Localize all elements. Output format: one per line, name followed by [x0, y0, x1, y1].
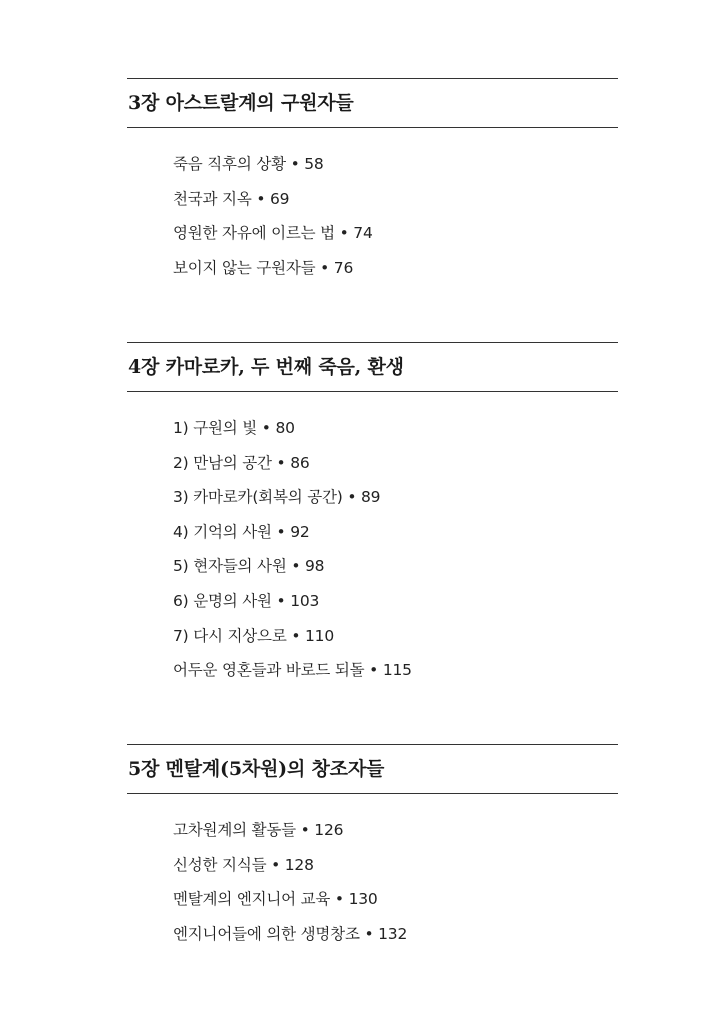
chapter-5-section: [127, 744, 618, 951]
toc-entry: 3) 카마로카(회복의 공간) • 89: [173, 488, 381, 507]
chapter-3-section: [127, 78, 618, 285]
toc-entry: 엔지니어들에 의한 생명창조 • 132: [173, 924, 408, 943]
toc-entry: 1) 구원의 빛 • 80: [173, 419, 295, 437]
toc-entry: 7) 다시 지상으로 • 110: [173, 626, 334, 645]
toc-entry: 영원한 자유에 이르는 법 • 74: [173, 224, 373, 243]
toc-entry: 어두운 영혼들과 바로드 되돌 • 115: [173, 661, 412, 680]
toc-entry: 보이지 않는 구원자들 • 76: [173, 258, 354, 277]
toc-entry-list: [127, 392, 618, 688]
chapter-title: 4장 카마로카, 두 번째 죽음, 환생: [128, 356, 404, 378]
toc-entry: 4) 기억의 사원 • 92: [173, 522, 310, 541]
chapter-title: 5장 멘탈계(5차원)의 창조자들: [128, 758, 385, 780]
chapter-title: 3장 아스트랄계의 구원자들: [128, 92, 354, 114]
toc-entry: 천국과 지옥 • 69: [173, 189, 290, 208]
toc-entry: 신성한 지식들 • 128: [173, 855, 314, 874]
chapter-4-section: [127, 342, 618, 688]
toc-entry: 고차원계의 활동들 • 126: [173, 821, 344, 839]
toc-entry-list: [127, 794, 618, 951]
toc-entry: 멘탈계의 엔지니어 교육 • 130: [173, 890, 378, 909]
toc-entry-list: [127, 128, 618, 285]
toc-entry: 죽음 직후의 상황 • 58: [173, 155, 324, 173]
toc-entry: 2) 만남의 공간 • 86: [173, 453, 310, 472]
toc-entry: 6) 운명의 사원 • 103: [173, 591, 320, 610]
toc-entry: 5) 현자들의 사원 • 98: [173, 557, 325, 576]
